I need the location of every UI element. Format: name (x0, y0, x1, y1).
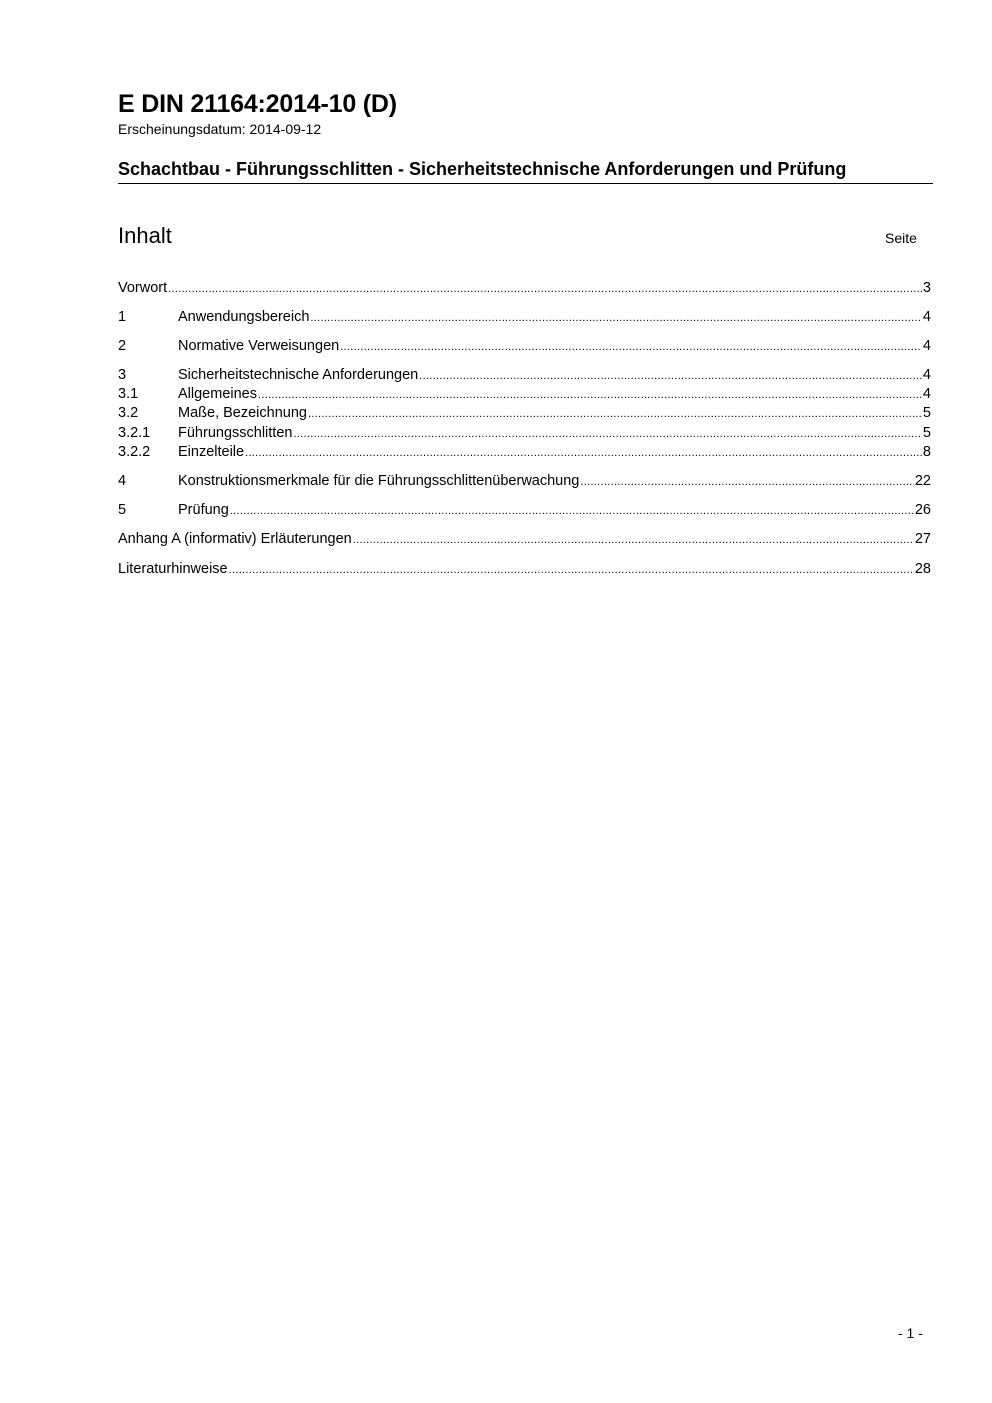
toc-entry-3-2[interactable] (118, 404, 931, 423)
toc-entry-page: 5 (922, 405, 931, 421)
toc-entry-page: 27 (914, 531, 931, 547)
toc-entry-page: 8 (922, 444, 931, 460)
toc-entry-number: 3.2.2 (118, 444, 151, 460)
dot-leader (293, 425, 921, 444)
toc-entry-number: 4 (118, 473, 127, 489)
publication-date: Erscheinungsdatum: 2014-09-12 (118, 121, 322, 137)
toc-entry-label: Anhang A (informativ) Erläuterungen (118, 531, 352, 547)
toc-entry-label: Literaturhinweise (118, 561, 228, 577)
toc-entry-page: 4 (922, 309, 931, 325)
dot-leader (580, 473, 913, 492)
document-title: Schachtbau - Führungsschlitten - Sicherheitstechnische Anforderungen und Prüfung (118, 159, 933, 184)
toc-entry-literaturhinweise[interactable] (118, 560, 931, 579)
toc-entry-number: 1 (118, 309, 127, 325)
toc-entry-label: Maße, Bezeichnung (178, 405, 307, 421)
toc-entry-3-1[interactable] (118, 385, 931, 404)
toc-entry-3[interactable] (118, 366, 931, 385)
toc-entry-page: 4 (922, 338, 931, 354)
toc-entry-page: 28 (914, 561, 931, 577)
toc-entry-number: 3.1 (118, 386, 139, 402)
toc-heading: Inhalt (118, 223, 172, 248)
toc-entry-4[interactable] (118, 472, 931, 491)
toc-entry-page: 3 (922, 280, 931, 296)
toc-entry-label: Normative Verweisungen (178, 338, 340, 354)
document-id: E DIN 21164:2014-10 (D) (118, 90, 397, 118)
dot-leader (340, 338, 922, 357)
toc-entry-page: 4 (922, 367, 931, 383)
dot-leader (353, 531, 914, 550)
toc-entry-page: 4 (922, 386, 931, 402)
page-number: - 1 - (898, 1325, 923, 1341)
dot-leader (245, 444, 922, 463)
toc-entry-vorwort[interactable] (118, 279, 931, 298)
toc-entry-label: Konstruktionsmerkmale für die Führungsschlittenüberwachung (178, 473, 580, 489)
dot-leader (310, 309, 922, 328)
toc-entry-number: 3 (118, 367, 127, 383)
toc-entry-2[interactable] (118, 337, 931, 356)
toc-entry-number: 5 (118, 502, 127, 518)
toc-page-column-heading: Seite (885, 230, 917, 246)
toc-entry-3-2-1[interactable] (118, 424, 931, 443)
toc-entry-page: 22 (914, 473, 931, 489)
toc-entry-number: 3.2 (118, 405, 139, 421)
toc-entry-page: 26 (914, 502, 931, 518)
toc-entry-5[interactable] (118, 501, 931, 520)
dot-leader (308, 405, 922, 424)
toc-entry-label: Einzelteile (178, 444, 245, 460)
toc-entry-label: Allgemeines (178, 386, 257, 402)
dot-leader (419, 367, 922, 386)
toc-entry-anhang-a[interactable] (118, 530, 931, 549)
dot-leader (229, 561, 914, 580)
dot-leader (230, 502, 914, 521)
dot-leader (168, 280, 922, 299)
toc-entry-number: 3.2.1 (118, 425, 151, 441)
toc-entry-label: Führungsschlitten (178, 425, 293, 441)
toc-entry-label: Anwendungsbereich (178, 309, 310, 325)
dot-leader (258, 386, 922, 405)
toc-entry-label: Vorwort (118, 280, 168, 296)
toc-entry-label: Prüfung (178, 502, 229, 518)
toc-entry-label: Sicherheitstechnische Anforderungen (178, 367, 419, 383)
toc-entry-1[interactable] (118, 308, 931, 327)
toc-entry-3-2-2[interactable] (118, 443, 931, 462)
toc-entry-number: 2 (118, 338, 127, 354)
toc-entry-page: 5 (922, 425, 931, 441)
